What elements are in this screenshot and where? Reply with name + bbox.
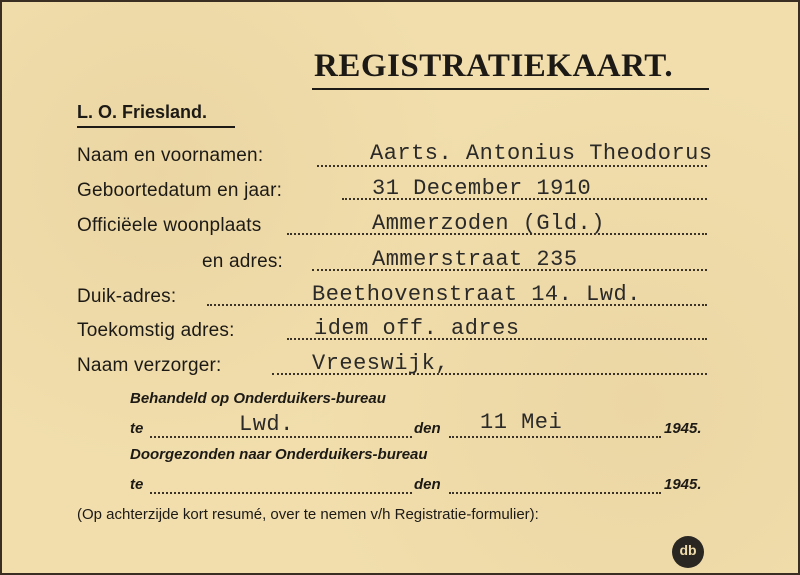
region-label: L. O. Friesland. (77, 102, 208, 122)
adres-label: en adres: (202, 251, 284, 272)
behandeld-den-value: 11 Mei (480, 410, 563, 435)
duik-value: Beethovenstraat 14. Lwd. (312, 282, 641, 307)
title-underline (312, 88, 709, 90)
doorgezonden-den-dotted-line (449, 492, 661, 494)
logo-text: db (679, 542, 697, 558)
behandeld-heading: Behandeld op Onderduikers-bureau (130, 390, 386, 407)
printer-logo-icon (672, 536, 704, 568)
geboorte-value: 31 December 1910 (372, 176, 592, 201)
registration-card (2, 2, 798, 573)
behandeld-year: 1945. (664, 420, 702, 437)
naam-value: Aarts. Antonius Theodorus (370, 141, 713, 166)
woonplaats-label: Officiëele woonplaats (77, 215, 262, 236)
behandeld-te-value: Lwd. (239, 412, 294, 437)
behandeld-te-label: te (130, 420, 144, 437)
doorgezonden-te-label: te (130, 476, 144, 493)
naam-label: Naam en voornamen: (77, 145, 264, 166)
woonplaats-value: Ammerzoden (Gld.) (372, 211, 605, 236)
verzorger-value: Vreeswijk, (312, 351, 450, 376)
behandeld-den-dotted-line (449, 436, 661, 438)
footnote: (Op achterzijde kort resumé, over te nemen v/h Registratie-formulier): (77, 506, 539, 523)
doorgezonden-year: 1945. (664, 476, 702, 493)
behandeld-den-label: den (414, 420, 441, 437)
doorgezonden-te-dotted-line (150, 492, 412, 494)
toekomstig-value: idem off. adres (314, 316, 520, 341)
region-underline (77, 126, 235, 128)
adres-value: Ammerstraat 235 (372, 247, 578, 272)
doorgezonden-den-label: den (414, 476, 441, 493)
verzorger-label: Naam verzorger: (77, 355, 222, 376)
toekomstig-label: Toekomstig adres: (77, 320, 235, 341)
doorgezonden-heading: Doorgezonden naar Onderduikers-bureau (130, 446, 428, 463)
card-title: REGISTRATIEKAART. (314, 48, 674, 84)
geboorte-label: Geboortedatum en jaar: (77, 180, 283, 201)
duik-label: Duik-adres: (77, 286, 177, 307)
